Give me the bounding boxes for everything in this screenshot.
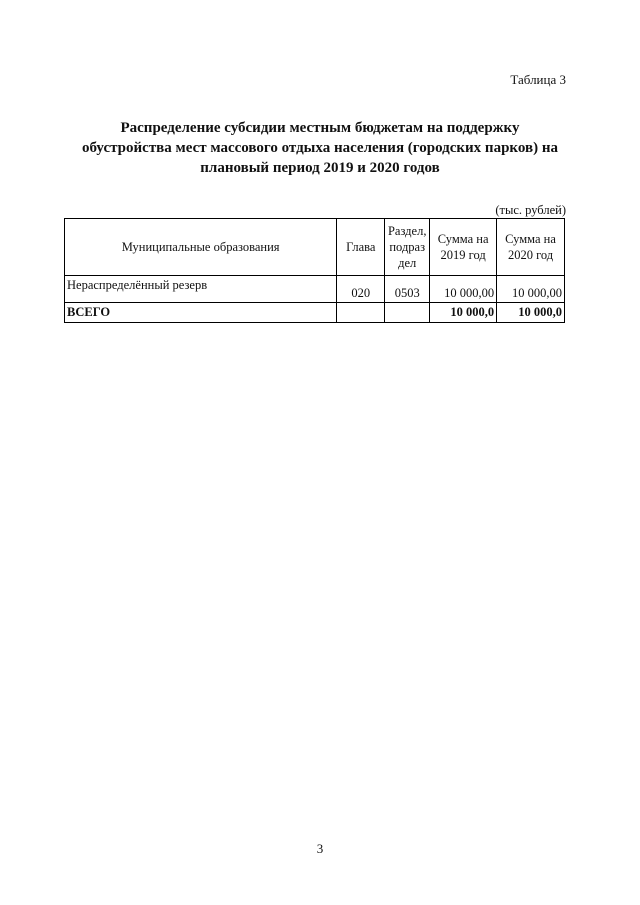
cell-municipality: Нераспределённый резерв: [65, 276, 337, 303]
title-line-1: Распределение субсидии местным бюджетам на поддержку: [120, 120, 520, 136]
cell-total-label: ВСЕГО: [65, 303, 337, 323]
cell-sum-2019: 10 000,00: [430, 276, 497, 303]
document-title: [60, 118, 580, 178]
table-row: [65, 276, 565, 303]
title-line-3: плановый период 2019 и 2020 годов: [200, 160, 440, 176]
table-total-row: [65, 303, 565, 323]
units-label: (тыс. рублей): [495, 203, 566, 217]
table-header-row: [65, 219, 565, 276]
cell-total-glava: [337, 303, 385, 323]
page-number: 3: [316, 841, 324, 856]
cell-total-sum-2019: 10 000,0: [430, 303, 497, 323]
cell-glava: 020: [337, 276, 385, 303]
cell-razdel: 0503: [385, 276, 430, 303]
table-number-label: Таблица 3: [510, 72, 566, 87]
cell-total-razdel: [385, 303, 430, 323]
column-header-sum-2019: Сумма на 2019 год: [430, 219, 497, 276]
subsidy-table: [64, 218, 565, 323]
column-header-glava: Глава: [337, 219, 385, 276]
column-header-municipality: Муниципальные образования: [65, 219, 337, 276]
cell-total-sum-2020: 10 000,0: [497, 303, 565, 323]
title-line-2: обустройства мест массового отдыха населения (городских парков) на: [82, 140, 558, 156]
column-header-sum-2020: Сумма на 2020 год: [497, 219, 565, 276]
column-header-razdel: Раздел, подраз дел: [385, 219, 430, 276]
cell-sum-2020: 10 000,00: [497, 276, 565, 303]
